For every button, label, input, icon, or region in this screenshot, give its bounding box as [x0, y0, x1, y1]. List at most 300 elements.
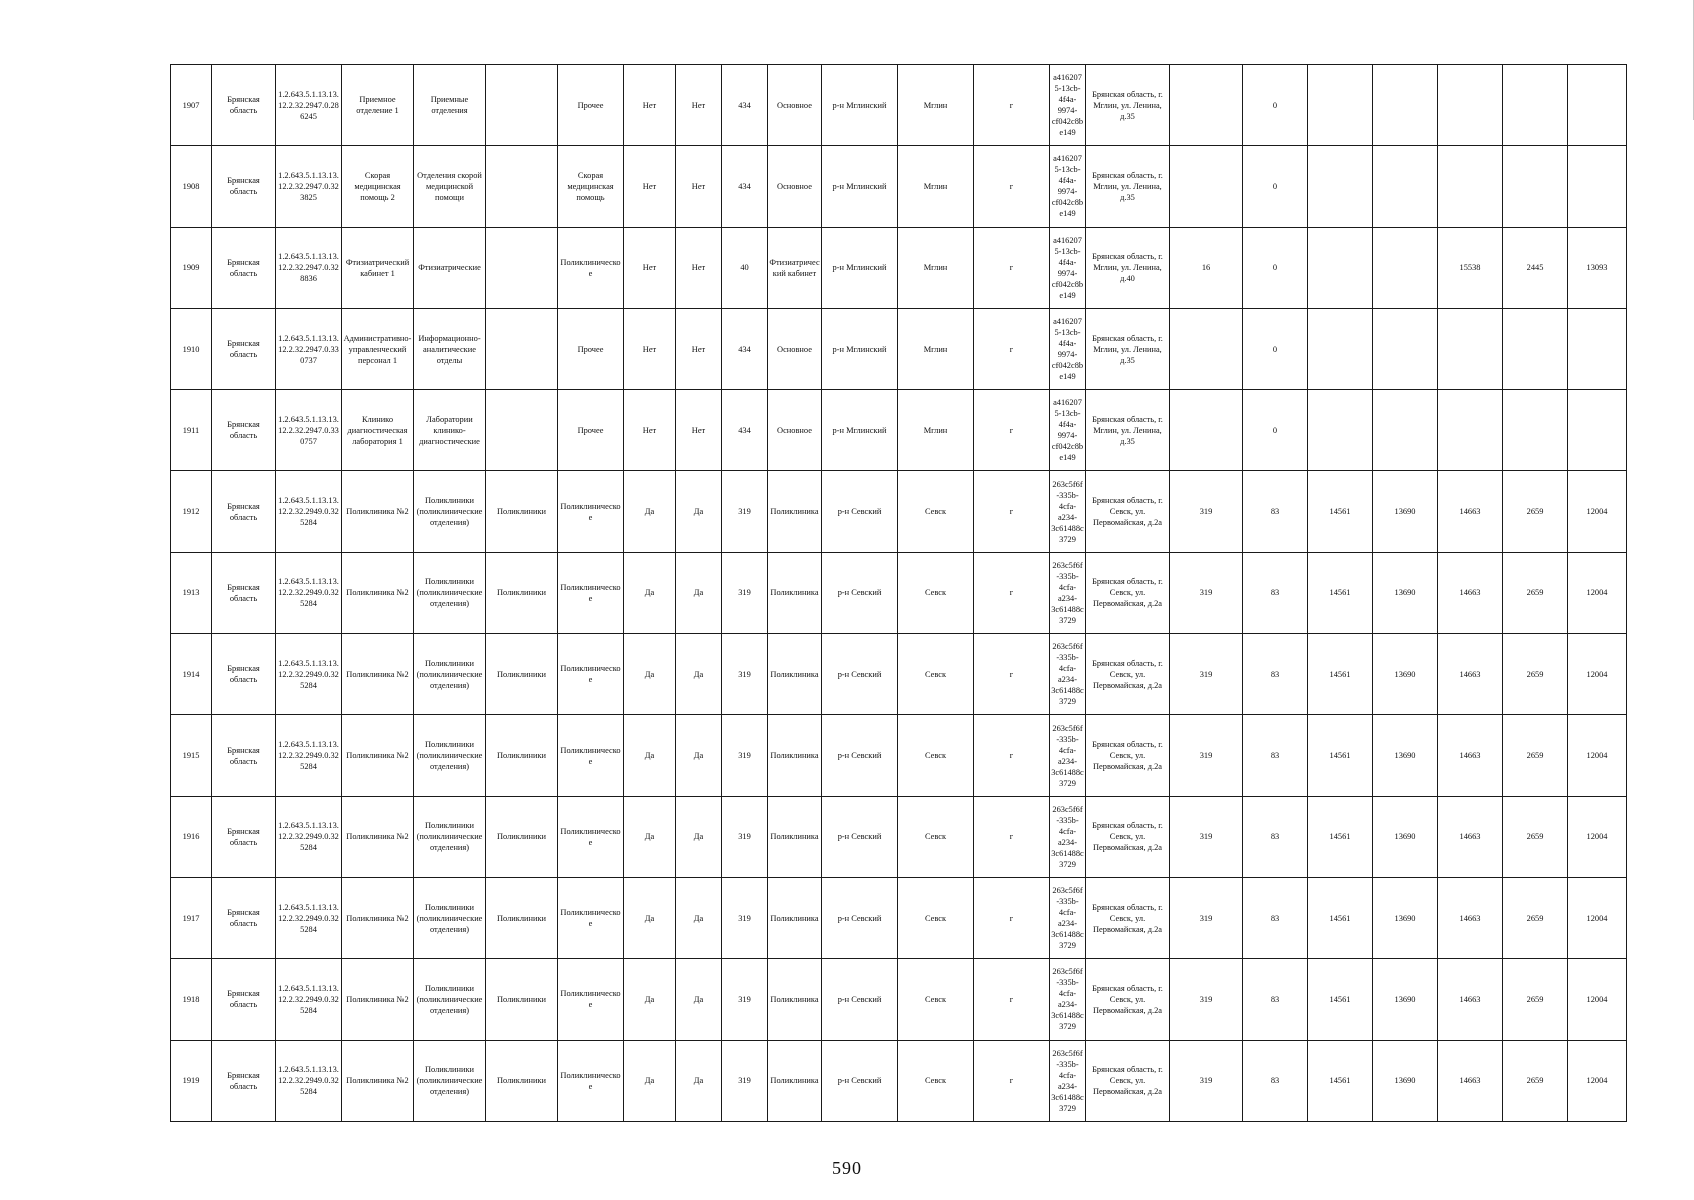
cell-c14: г: [974, 308, 1050, 389]
cell-c8: Да: [624, 877, 676, 958]
cell-c7: Прочее: [558, 308, 624, 389]
cell-c22: [1503, 390, 1568, 471]
cell-c6: Поликлиники: [486, 959, 558, 1040]
cell-c20: 13690: [1373, 1040, 1438, 1121]
cell-c18: 0: [1243, 308, 1308, 389]
cell-type: Поликлиники (поликлинические отделения): [414, 471, 486, 552]
cell-c18: 0: [1243, 65, 1308, 146]
cell-region: Брянская область: [212, 959, 276, 1040]
cell-c10: 434: [722, 146, 768, 227]
cell-c8: Да: [624, 796, 676, 877]
cell-region: Брянская область: [212, 796, 276, 877]
cell-c21: 14663: [1438, 959, 1503, 1040]
cell-c14: г: [974, 634, 1050, 715]
cell-address: Брянская область, г. Мглин, ул. Ленина, д.35: [1086, 65, 1170, 146]
cell-no: 1911: [171, 390, 212, 471]
cell-c9: Нет: [676, 146, 722, 227]
cell-c6: Поликлиники: [486, 552, 558, 633]
cell-c9: Да: [676, 877, 722, 958]
cell-address: Брянская область, г. Мглин, ул. Ленина, д.35: [1086, 308, 1170, 389]
cell-c10: 319: [722, 715, 768, 796]
cell-district: р-н Севский: [822, 1040, 898, 1121]
cell-district: р-н Севский: [822, 959, 898, 1040]
cell-c8: Нет: [624, 146, 676, 227]
cell-no: 1913: [171, 552, 212, 633]
cell-c19: 14561: [1308, 715, 1373, 796]
cell-c17: 319: [1170, 552, 1243, 633]
cell-c21: 14663: [1438, 634, 1503, 715]
cell-district: р-н Мглинский: [822, 390, 898, 471]
cell-district: р-н Севский: [822, 552, 898, 633]
cell-address: Брянская область, г. Севск, ул. Первомайская, д.2а: [1086, 552, 1170, 633]
cell-c8: Нет: [624, 390, 676, 471]
cell-c22: 2445: [1503, 227, 1568, 308]
cell-c17: [1170, 65, 1243, 146]
registry-table: [170, 64, 1627, 1122]
cell-c20: 13690: [1373, 634, 1438, 715]
cell-c17: 16: [1170, 227, 1243, 308]
cell-c14: г: [974, 796, 1050, 877]
cell-region: Брянская область: [212, 634, 276, 715]
cell-no: 1910: [171, 308, 212, 389]
cell-c6: [486, 65, 558, 146]
cell-c6: Поликлиники: [486, 471, 558, 552]
cell-c20: [1373, 308, 1438, 389]
cell-c11: Основное: [768, 146, 822, 227]
table-row: [171, 471, 1627, 552]
cell-type: Поликлиники (поликлинические отделения): [414, 634, 486, 715]
cell-district: р-н Севский: [822, 634, 898, 715]
table-row: [171, 227, 1627, 308]
cell-name: Поликлиника №2: [342, 634, 414, 715]
cell-fias: a4162075-13cb-4f4a-9974-cf042c8be149: [1050, 390, 1086, 471]
cell-city: Севск: [898, 715, 974, 796]
cell-oid: 1.2.643.5.1.13.13.12.2.32.2949.0.325284: [276, 877, 342, 958]
cell-oid: 1.2.643.5.1.13.13.12.2.32.2949.0.325284: [276, 634, 342, 715]
table-row: [171, 959, 1627, 1040]
cell-c21: 14663: [1438, 552, 1503, 633]
cell-c18: 83: [1243, 1040, 1308, 1121]
cell-city: Севск: [898, 471, 974, 552]
cell-region: Брянская область: [212, 146, 276, 227]
cell-c6: [486, 146, 558, 227]
cell-c7: Поликлиническое: [558, 715, 624, 796]
cell-c20: 13690: [1373, 796, 1438, 877]
cell-c9: Да: [676, 634, 722, 715]
cell-c21: [1438, 308, 1503, 389]
cell-c8: Да: [624, 471, 676, 552]
cell-fias: a4162075-13cb-4f4a-9974-cf042c8be149: [1050, 227, 1086, 308]
cell-c21: 14663: [1438, 715, 1503, 796]
cell-district: р-н Мглинский: [822, 146, 898, 227]
cell-no: 1916: [171, 796, 212, 877]
table-row: [171, 634, 1627, 715]
cell-no: 1912: [171, 471, 212, 552]
cell-oid: 1.2.643.5.1.13.13.12.2.32.2949.0.325284: [276, 471, 342, 552]
cell-fias: 263c5f6f-335b-4cfa-a234-3c61488c3729: [1050, 1040, 1086, 1121]
cell-oid: 1.2.643.5.1.13.13.12.2.32.2949.0.325284: [276, 959, 342, 1040]
cell-c19: 14561: [1308, 552, 1373, 633]
cell-c20: 13690: [1373, 552, 1438, 633]
cell-c20: [1373, 227, 1438, 308]
cell-c9: Нет: [676, 227, 722, 308]
cell-c10: 319: [722, 471, 768, 552]
cell-c6: Поликлиники: [486, 796, 558, 877]
cell-c19: 14561: [1308, 796, 1373, 877]
table-row: [171, 877, 1627, 958]
cell-c9: Да: [676, 471, 722, 552]
cell-c8: Нет: [624, 227, 676, 308]
cell-c17: 319: [1170, 471, 1243, 552]
cell-c21: 15538: [1438, 227, 1503, 308]
cell-region: Брянская область: [212, 552, 276, 633]
cell-c7: Прочее: [558, 65, 624, 146]
cell-fias: a4162075-13cb-4f4a-9974-cf042c8be149: [1050, 308, 1086, 389]
cell-c11: Фтизиатрический кабинет: [768, 227, 822, 308]
cell-c17: [1170, 308, 1243, 389]
cell-type: Фтизиатрические: [414, 227, 486, 308]
cell-c14: г: [974, 1040, 1050, 1121]
cell-c22: 2659: [1503, 552, 1568, 633]
cell-type: Поликлиники (поликлинические отделения): [414, 877, 486, 958]
cell-oid: 1.2.643.5.1.13.13.12.2.32.2949.0.325284: [276, 1040, 342, 1121]
cell-c21: [1438, 390, 1503, 471]
cell-c11: Поликлиника: [768, 959, 822, 1040]
cell-c21: [1438, 65, 1503, 146]
cell-type: Отделения скорой медицинской помощи: [414, 146, 486, 227]
cell-fias: 263c5f6f-335b-4cfa-a234-3c61488c3729: [1050, 877, 1086, 958]
cell-c7: Поликлиническое: [558, 227, 624, 308]
cell-c14: г: [974, 715, 1050, 796]
cell-c22: 2659: [1503, 959, 1568, 1040]
cell-name: Скорая медицинская помощь 2: [342, 146, 414, 227]
cell-address: Брянская область, г. Севск, ул. Первомайская, д.2а: [1086, 877, 1170, 958]
cell-oid: 1.2.643.5.1.13.13.12.2.32.2947.0.330757: [276, 390, 342, 471]
cell-address: Брянская область, г. Мглин, ул. Ленина, д.40: [1086, 227, 1170, 308]
cell-c14: г: [974, 552, 1050, 633]
cell-fias: 263c5f6f-335b-4cfa-a234-3c61488c3729: [1050, 715, 1086, 796]
cell-c19: [1308, 308, 1373, 389]
cell-address: Брянская область, г. Севск, ул. Первомайская, д.2а: [1086, 1040, 1170, 1121]
cell-c17: 319: [1170, 1040, 1243, 1121]
cell-district: р-н Севский: [822, 471, 898, 552]
cell-city: Севск: [898, 796, 974, 877]
cell-oid: 1.2.643.5.1.13.13.12.2.32.2947.0.328836: [276, 227, 342, 308]
cell-c11: Основное: [768, 308, 822, 389]
cell-c20: [1373, 146, 1438, 227]
cell-c17: [1170, 390, 1243, 471]
cell-c14: г: [974, 65, 1050, 146]
cell-type: Поликлиники (поликлинические отделения): [414, 1040, 486, 1121]
cell-c20: 13690: [1373, 877, 1438, 958]
cell-c19: 14561: [1308, 877, 1373, 958]
cell-oid: 1.2.643.5.1.13.13.12.2.32.2949.0.325284: [276, 796, 342, 877]
cell-c23: 12004: [1568, 877, 1627, 958]
cell-c22: 2659: [1503, 1040, 1568, 1121]
cell-region: Брянская область: [212, 1040, 276, 1121]
cell-c23: [1568, 65, 1627, 146]
table-row: [171, 1040, 1627, 1121]
cell-no: 1907: [171, 65, 212, 146]
cell-name: Поликлиника №2: [342, 959, 414, 1040]
cell-c23: [1568, 308, 1627, 389]
cell-region: Брянская область: [212, 65, 276, 146]
cell-c18: 0: [1243, 390, 1308, 471]
cell-city: Севск: [898, 552, 974, 633]
cell-c21: [1438, 146, 1503, 227]
cell-c23: 12004: [1568, 959, 1627, 1040]
cell-city: Севск: [898, 1040, 974, 1121]
cell-type: Лаборатории клинико-диагностические: [414, 390, 486, 471]
cell-district: р-н Мглинский: [822, 65, 898, 146]
cell-address: Брянская область, г. Мглин, ул. Ленина, д.35: [1086, 146, 1170, 227]
cell-c7: Прочее: [558, 390, 624, 471]
cell-c9: Да: [676, 715, 722, 796]
cell-c7: Поликлиническое: [558, 1040, 624, 1121]
cell-c7: Поликлиническое: [558, 634, 624, 715]
cell-c17: 319: [1170, 877, 1243, 958]
cell-c23: 12004: [1568, 715, 1627, 796]
cell-c10: 434: [722, 308, 768, 389]
cell-c17: 319: [1170, 959, 1243, 1040]
cell-address: Брянская область, г. Севск, ул. Первомайская, д.2а: [1086, 796, 1170, 877]
cell-c8: Да: [624, 715, 676, 796]
cell-address: Брянская область, г. Севск, ул. Первомайская, д.2а: [1086, 959, 1170, 1040]
cell-c9: Нет: [676, 65, 722, 146]
cell-c22: [1503, 308, 1568, 389]
cell-c10: 40: [722, 227, 768, 308]
cell-c18: 83: [1243, 552, 1308, 633]
cell-c17: 319: [1170, 796, 1243, 877]
cell-district: р-н Мглинский: [822, 227, 898, 308]
cell-c23: [1568, 146, 1627, 227]
page-number: 590: [832, 1158, 862, 1178]
cell-c14: г: [974, 877, 1050, 958]
cell-c9: Да: [676, 796, 722, 877]
cell-c8: Да: [624, 959, 676, 1040]
cell-type: Информационно-аналитические отделы: [414, 308, 486, 389]
cell-c11: Основное: [768, 65, 822, 146]
cell-c19: [1308, 390, 1373, 471]
cell-c20: [1373, 390, 1438, 471]
cell-district: р-н Севский: [822, 877, 898, 958]
cell-c19: [1308, 146, 1373, 227]
cell-c6: [486, 308, 558, 389]
cell-district: р-н Севский: [822, 796, 898, 877]
cell-c9: Да: [676, 959, 722, 1040]
cell-c23: [1568, 390, 1627, 471]
cell-region: Брянская область: [212, 227, 276, 308]
cell-city: Севск: [898, 877, 974, 958]
cell-oid: 1.2.643.5.1.13.13.12.2.32.2949.0.325284: [276, 552, 342, 633]
cell-c14: г: [974, 471, 1050, 552]
cell-name: Административно-управленческий персонал 1: [342, 308, 414, 389]
cell-fias: 263c5f6f-335b-4cfa-a234-3c61488c3729: [1050, 634, 1086, 715]
cell-type: Поликлиники (поликлинические отделения): [414, 959, 486, 1040]
cell-c22: 2659: [1503, 715, 1568, 796]
cell-c20: 13690: [1373, 959, 1438, 1040]
cell-c20: [1373, 65, 1438, 146]
cell-c21: 14663: [1438, 877, 1503, 958]
cell-c11: Основное: [768, 390, 822, 471]
cell-c19: [1308, 227, 1373, 308]
cell-district: р-н Севский: [822, 715, 898, 796]
cell-c23: 12004: [1568, 1040, 1627, 1121]
cell-c22: 2659: [1503, 471, 1568, 552]
cell-name: Поликлиника №2: [342, 715, 414, 796]
cell-c19: [1308, 65, 1373, 146]
cell-c10: 319: [722, 1040, 768, 1121]
cell-city: Мглин: [898, 227, 974, 308]
table-row: [171, 796, 1627, 877]
cell-region: Брянская область: [212, 471, 276, 552]
cell-c22: [1503, 65, 1568, 146]
cell-c6: Поликлиники: [486, 1040, 558, 1121]
cell-c23: 12004: [1568, 796, 1627, 877]
cell-c8: Да: [624, 1040, 676, 1121]
cell-c18: 83: [1243, 877, 1308, 958]
cell-fias: 263c5f6f-335b-4cfa-a234-3c61488c3729: [1050, 471, 1086, 552]
table-row: [171, 65, 1627, 146]
cell-no: 1909: [171, 227, 212, 308]
cell-c9: Да: [676, 1040, 722, 1121]
cell-address: Брянская область, г. Севск, ул. Первомайская, д.2а: [1086, 715, 1170, 796]
cell-c10: 319: [722, 796, 768, 877]
cell-c18: 83: [1243, 796, 1308, 877]
table-row: [171, 552, 1627, 633]
cell-fias: a4162075-13cb-4f4a-9974-cf042c8be149: [1050, 65, 1086, 146]
cell-region: Брянская область: [212, 715, 276, 796]
cell-type: Поликлиники (поликлинические отделения): [414, 796, 486, 877]
cell-c17: [1170, 146, 1243, 227]
cell-no: 1915: [171, 715, 212, 796]
cell-c22: 2659: [1503, 634, 1568, 715]
cell-name: Клинико диагностическая лаборатория 1: [342, 390, 414, 471]
cell-c9: Нет: [676, 390, 722, 471]
cell-c19: 14561: [1308, 1040, 1373, 1121]
cell-type: Поликлиники (поликлинические отделения): [414, 715, 486, 796]
cell-c19: 14561: [1308, 959, 1373, 1040]
table-row: [171, 308, 1627, 389]
cell-c7: Поликлиническое: [558, 471, 624, 552]
cell-c10: 319: [722, 877, 768, 958]
cell-c11: Поликлиника: [768, 634, 822, 715]
cell-city: Мглин: [898, 390, 974, 471]
cell-city: Мглин: [898, 146, 974, 227]
cell-city: Мглин: [898, 65, 974, 146]
cell-c18: 83: [1243, 471, 1308, 552]
cell-c7: Поликлиническое: [558, 796, 624, 877]
cell-c17: 319: [1170, 715, 1243, 796]
cell-name: Фтизиатрический кабинет 1: [342, 227, 414, 308]
cell-c6: Поликлиники: [486, 634, 558, 715]
cell-c6: [486, 227, 558, 308]
cell-region: Брянская область: [212, 390, 276, 471]
cell-oid: 1.2.643.5.1.13.13.12.2.32.2947.0.286245: [276, 65, 342, 146]
table-row: [171, 146, 1627, 227]
cell-address: Брянская область, г. Севск, ул. Первомайская, д.2а: [1086, 471, 1170, 552]
cell-no: 1917: [171, 877, 212, 958]
cell-address: Брянская область, г. Мглин, ул. Ленина, д.35: [1086, 390, 1170, 471]
cell-district: р-н Мглинский: [822, 308, 898, 389]
table-row: [171, 390, 1627, 471]
cell-c18: 83: [1243, 715, 1308, 796]
cell-city: Мглин: [898, 308, 974, 389]
cell-oid: 1.2.643.5.1.13.13.12.2.32.2947.0.330737: [276, 308, 342, 389]
cell-name: Поликлиника №2: [342, 1040, 414, 1121]
cell-c21: 14663: [1438, 1040, 1503, 1121]
cell-c7: Поликлиническое: [558, 877, 624, 958]
cell-fias: 263c5f6f-335b-4cfa-a234-3c61488c3729: [1050, 552, 1086, 633]
cell-c11: Поликлиника: [768, 552, 822, 633]
cell-city: Севск: [898, 959, 974, 1040]
cell-name: Приемное отделение 1: [342, 65, 414, 146]
cell-type: Поликлиники (поликлинические отделения): [414, 552, 486, 633]
cell-region: Брянская область: [212, 308, 276, 389]
cell-c9: Да: [676, 552, 722, 633]
cell-c7: Поликлиническое: [558, 959, 624, 1040]
cell-c7: Поликлиническое: [558, 552, 624, 633]
cell-c10: 319: [722, 634, 768, 715]
cell-name: Поликлиника №2: [342, 796, 414, 877]
cell-c10: 319: [722, 959, 768, 1040]
cell-c19: 14561: [1308, 634, 1373, 715]
cell-c19: 14561: [1308, 471, 1373, 552]
cell-c14: г: [974, 959, 1050, 1040]
table-row: [171, 715, 1627, 796]
cell-address: Брянская область, г. Севск, ул. Первомайская, д.2а: [1086, 634, 1170, 715]
cell-oid: 1.2.643.5.1.13.13.12.2.32.2947.0.323825: [276, 146, 342, 227]
cell-c20: 13690: [1373, 471, 1438, 552]
cell-c22: 2659: [1503, 796, 1568, 877]
cell-c14: г: [974, 146, 1050, 227]
cell-name: Поликлиника №2: [342, 552, 414, 633]
cell-c21: 14663: [1438, 471, 1503, 552]
cell-c10: 434: [722, 390, 768, 471]
cell-c6: Поликлиники: [486, 877, 558, 958]
cell-c8: Да: [624, 634, 676, 715]
cell-name: Поликлиника №2: [342, 471, 414, 552]
cell-c8: Нет: [624, 65, 676, 146]
cell-region: Брянская область: [212, 877, 276, 958]
cell-c23: 12004: [1568, 471, 1627, 552]
cell-c7: Скорая медицинская помощь: [558, 146, 624, 227]
cell-name: Поликлиника №2: [342, 877, 414, 958]
cell-c18: 83: [1243, 634, 1308, 715]
cell-c22: [1503, 146, 1568, 227]
cell-c14: г: [974, 227, 1050, 308]
cell-no: 1908: [171, 146, 212, 227]
cell-no: 1919: [171, 1040, 212, 1121]
cell-fias: a4162075-13cb-4f4a-9974-cf042c8be149: [1050, 146, 1086, 227]
cell-c18: 83: [1243, 959, 1308, 1040]
cell-c10: 434: [722, 65, 768, 146]
cell-c22: 2659: [1503, 877, 1568, 958]
cell-c23: 13093: [1568, 227, 1627, 308]
cell-c20: 13690: [1373, 715, 1438, 796]
cell-c11: Поликлиника: [768, 1040, 822, 1121]
cell-no: 1918: [171, 959, 212, 1040]
cell-c8: Нет: [624, 308, 676, 389]
cell-c23: 12004: [1568, 552, 1627, 633]
cell-fias: 263c5f6f-335b-4cfa-a234-3c61488c3729: [1050, 796, 1086, 877]
cell-no: 1914: [171, 634, 212, 715]
cell-c14: г: [974, 390, 1050, 471]
cell-c11: Поликлиника: [768, 796, 822, 877]
cell-oid: 1.2.643.5.1.13.13.12.2.32.2949.0.325284: [276, 715, 342, 796]
cell-c9: Нет: [676, 308, 722, 389]
cell-city: Севск: [898, 634, 974, 715]
